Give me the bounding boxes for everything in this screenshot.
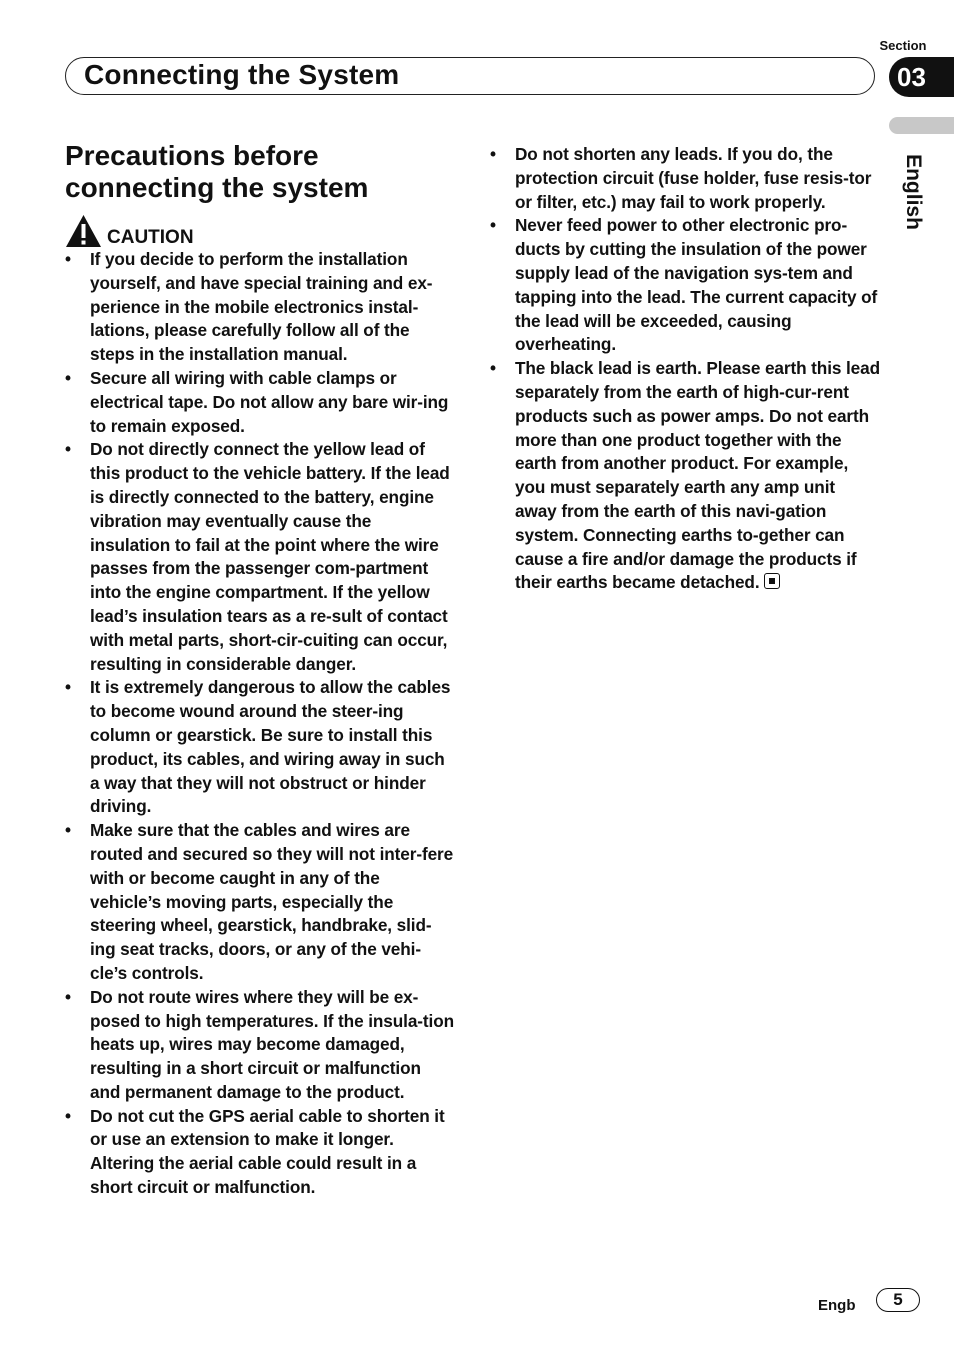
list-item: • Never feed power to other electronic pro-ducts by cutting the insulation of the power supply lead of the navigation sys-tem and tapping into the lead. The current capacity of the lead will be exceeded, causing overheating. <box>490 214 880 357</box>
list-item: • Make sure that the cables and wires are routed and secured so they will not inter-fere with or become caught in any of the vehicle’s moving parts, especially the steering wheel, gearstick, handbrake, slid-ing seat tracks, doors, or any of the vehi-cle’s controls. <box>65 819 455 986</box>
list-item: • Secure all wiring with cable clamps or electrical tape. Do not allow any bare wir-ing to remain exposed. <box>65 367 455 438</box>
list-item: • Do not cut the GPS aerial cable to shorten it or use an extension to make it longer. Altering the aerial cable could result in a short circuit or malfunction. <box>65 1105 455 1200</box>
right-column <box>490 143 880 595</box>
end-of-section-icon <box>764 573 780 589</box>
section-header-bar <box>65 57 875 95</box>
footer-code: Engb <box>818 1297 856 1314</box>
language-tab <box>889 117 954 134</box>
list-item: • Do not shorten any leads. If you do, the protection circuit (fuse holder, fuse resis-tor or filter, etc.) may fail to work properly. <box>490 143 880 214</box>
list-item: • Do not route wires where they will be ex-posed to high temperatures. If the insula-tion heats up, wires may become damaged, resulting in a short circuit or malfunction and permanent damage to the product. <box>65 986 455 1105</box>
list-item: • If you decide to perform the installation yourself, and have special training and ex-perience in the mobile electronics instal-lations, please carefully follow all of the steps in the installation manual. <box>65 248 455 367</box>
list-item: • It is extremely dangerous to allow the cables to become wound around the steer-ing column or gearstick. Be sure to install this product, its cables, and wiring away in such a way that they will not obstruct or hinder driving. <box>65 676 455 819</box>
section-title: Connecting the System <box>84 59 400 90</box>
page-title-line2: connecting the system <box>65 172 369 203</box>
list-item: • Do not directly connect the yellow lead of this product to the vehicle battery. If the lead is directly connected to the battery, engine vibration may eventually cause the insulation to fail at the point where the wire passes from the passenger com-partment into the engine compartment. If the yellow lead’s insulation tears as a re-sult of contact with metal parts, short-cir-cuiting can occur, resulting in considerable danger. <box>65 438 455 676</box>
caution-list-right <box>490 143 880 595</box>
page-title <box>65 140 455 204</box>
left-column <box>65 140 455 1200</box>
section-label: Section <box>879 38 927 53</box>
warning-triangle-icon <box>65 214 102 248</box>
page-title-line1: Precautions before <box>65 140 319 171</box>
list-item-text: The black lead is earth. Please earth this lead separately from the earth of high-cur-rent products such as power amps. Do not earth more than one product together with the earth from another product. For example, you must separately earth any amp unit away from the earth of this navi-gation system. Connecting earths to-gether can cause a fire and/or damage the products if their earths became detached. <box>515 358 880 593</box>
list-item <box>490 357 880 595</box>
caution-label: CAUTION <box>107 227 194 248</box>
caution-list-left <box>65 248 455 1200</box>
page-number: 5 <box>876 1288 920 1312</box>
language-label: English <box>902 154 925 230</box>
section-number-tab: 03 <box>889 57 954 97</box>
caution-heading <box>65 212 455 248</box>
